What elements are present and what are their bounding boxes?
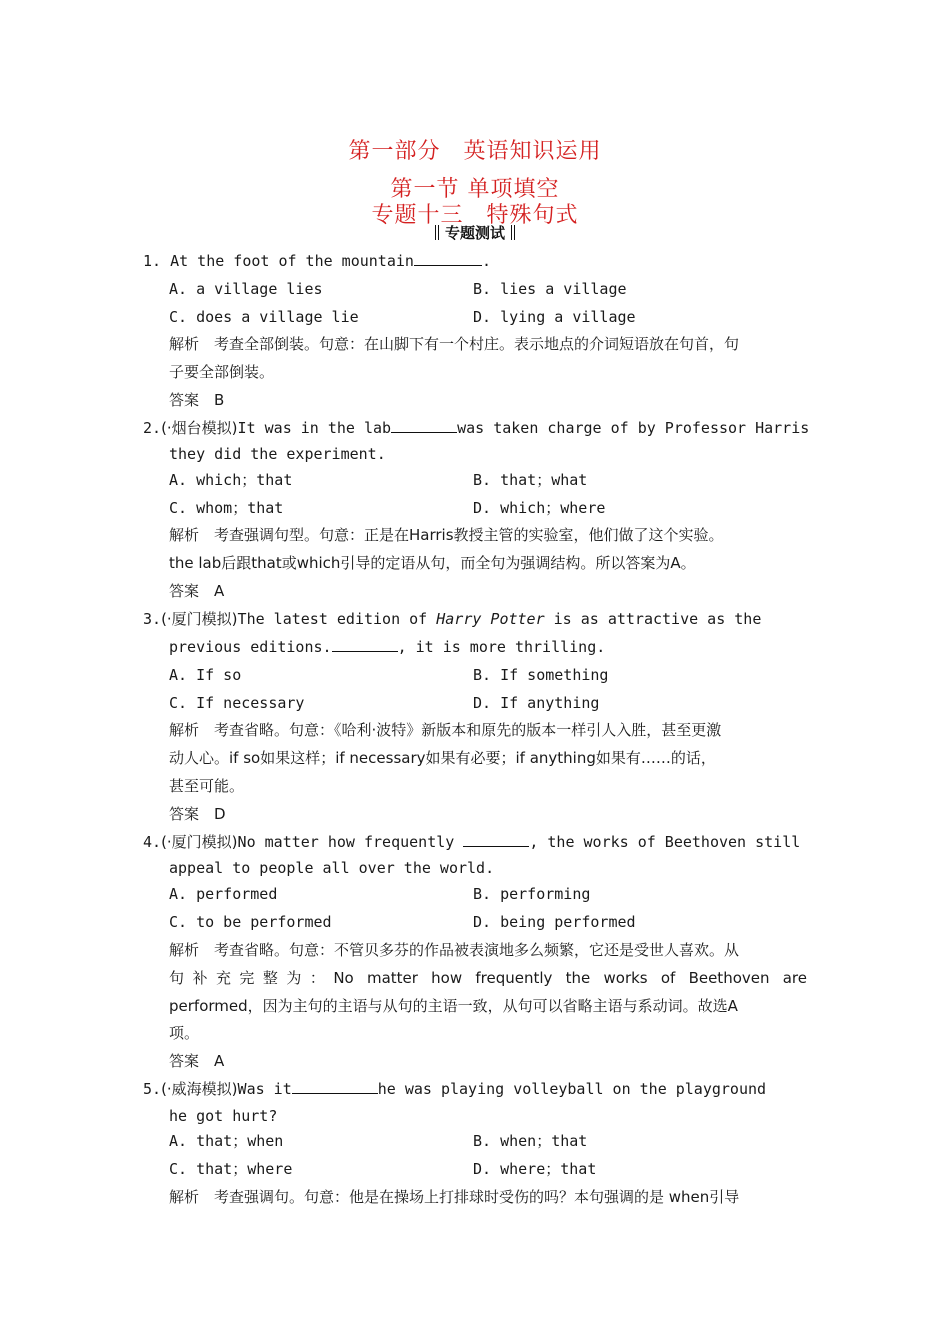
answer-blank — [463, 832, 529, 847]
answer-blank — [391, 418, 457, 433]
banner-bar-right — [511, 225, 515, 240]
option-c: C. that；where — [169, 1160, 293, 1178]
question-5-stem-cont: he got hurt? — [169, 1107, 278, 1125]
test-banner — [0, 222, 950, 243]
analysis-line: 子要全部倒装。 — [169, 363, 275, 381]
question-4-stem: 4.(·厦门模拟)No matter how frequently , the works of Beethoven still — [143, 833, 801, 851]
question-source: (·威海模拟) — [161, 1080, 238, 1098]
banner-label: 专题测试 — [444, 224, 505, 242]
option-a: A. a village lies — [169, 280, 323, 298]
analysis-line: 解析 考查省略。句意：不管贝多芬的作品被表演地多么频繁，它还是受世人喜欢。从 — [169, 941, 740, 959]
option-d: D. lying a village — [473, 308, 636, 326]
book-title: Harry Potter — [436, 610, 545, 628]
analysis-line: 项。 — [169, 1024, 200, 1042]
answer-blank — [292, 1079, 378, 1094]
analysis-line: 解析 考查强调句。句意：他是在操场上打排球时受伤的吗？本句强调的是 when引导 — [169, 1188, 740, 1206]
question-3-stem-cont: previous editions. , it is more thrilling. — [169, 638, 606, 656]
option-d: D. where；that — [473, 1160, 597, 1178]
option-d: D. If anything — [473, 694, 600, 712]
option-a: A. which；that — [169, 471, 293, 489]
option-b: B. that；what — [473, 471, 588, 489]
banner-bar-left — [435, 225, 439, 240]
question-2-stem: 2.(·烟台模拟)It was in the lab was taken charge of by Professor Harris — [143, 419, 810, 437]
question-source: (·烟台模拟) — [161, 419, 238, 437]
answer-blank — [332, 637, 398, 652]
analysis-line: 解析 考查省略。句意：《哈利·波特》新版本和原先的版本一样引人入胜，甚至更激 — [169, 721, 722, 739]
topic-title: 专题十三 特殊句式 — [371, 203, 579, 228]
analysis-line: the lab后跟that或which引导的定语从句，而全句为强调结构。所以答案为A。 — [169, 554, 696, 572]
option-d: D. which；where — [473, 499, 606, 517]
question-1-stem: 1. At the foot of the mountain . — [143, 252, 491, 270]
analysis-line: 解析 考查强调句型。句意：正是在Harris教授主管的实验室，他们做了这个实验。 — [169, 526, 724, 544]
option-c: C. to be performed — [169, 913, 332, 931]
answer-blank — [414, 251, 482, 266]
answer-line: 答案 B — [169, 391, 225, 409]
section-title: 第一节 单项填空 — [390, 177, 560, 202]
question-source: (·厦门模拟) — [161, 610, 238, 628]
analysis-line: 甚至可能。 — [169, 777, 245, 795]
option-a: A. performed — [169, 885, 278, 903]
option-c: C. does a village lie — [169, 308, 359, 326]
option-c: C. whom；that — [169, 499, 284, 517]
answer-line: 答案 A — [169, 582, 225, 600]
option-c: C. If necessary — [169, 694, 305, 712]
option-a: A. If so — [169, 666, 242, 684]
question-5-stem: 5.(·威海模拟)Was it he was playing volleyball on the playground — [143, 1080, 767, 1098]
answer-line: 答案 A — [169, 1052, 225, 1070]
question-4-stem-cont: appeal to people all over the world. — [169, 859, 495, 877]
analysis-line: performed，因为主句的主语与从句的主语一致，从句可以省略主语与系动词。故选A — [169, 997, 738, 1015]
option-b: B. performing — [473, 885, 591, 903]
option-a: A. that；when — [169, 1132, 284, 1150]
analysis-line: 动人心。if so如果这样；if necessary如果有必要；if anything如果有……的话， — [169, 749, 716, 767]
part-title: 第一部分 英语知识运用 — [348, 139, 602, 164]
question-3-stem: 3.(·厦门模拟)The latest edition of Harry Potter is as attractive as the — [143, 610, 762, 628]
option-b: B. If something — [473, 666, 609, 684]
option-b: B. lies a village — [473, 280, 627, 298]
option-b: B. when；that — [473, 1132, 588, 1150]
analysis-line: 句补充完整为：No matter how frequently the works of Beethoven are — [169, 969, 807, 987]
option-d: D. being performed — [473, 913, 636, 931]
question-2-stem-cont: they did the experiment. — [169, 445, 386, 463]
answer-line: 答案 D — [169, 805, 226, 823]
analysis-line: 解析 考查全部倒装。句意：在山脚下有一个村庄。表示地点的介词短语放在句首，句 — [169, 335, 740, 353]
question-source: (·厦门模拟) — [161, 833, 238, 851]
